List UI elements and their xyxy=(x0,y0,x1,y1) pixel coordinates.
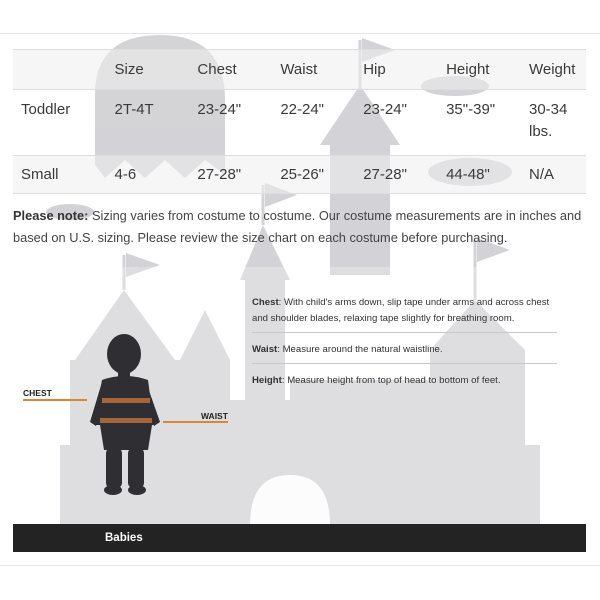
header-cell-height: Height xyxy=(446,50,529,90)
table-cell: 4-6 xyxy=(115,156,198,194)
table-cell: 30-34 lbs. xyxy=(529,90,586,156)
table-cell: 44-48" xyxy=(446,156,529,194)
header-cell-hip: Hip xyxy=(363,50,446,90)
table-cell: 25-26" xyxy=(280,156,363,194)
chest-label: CHEST xyxy=(23,388,52,398)
instruction-desc: : With child's arms down, slip tape under arms and across chest and shoulder blades, relaxing tape slightly for breathing room. xyxy=(252,297,550,324)
header-cell-waist: Waist xyxy=(280,50,363,90)
waist-instruction xyxy=(252,342,557,364)
header-cell-size: Size xyxy=(115,50,198,90)
waist-label: WAIST xyxy=(201,411,228,421)
table-cell: Small xyxy=(13,156,115,194)
table-cell: Toddler xyxy=(13,90,115,156)
category-label: Babies xyxy=(105,532,143,544)
sizing-note xyxy=(13,205,588,249)
instruction-term: Chest xyxy=(252,297,279,308)
table-cell: N/A xyxy=(529,156,586,194)
table-cell: 2T-4T xyxy=(115,90,198,156)
chest-instruction xyxy=(252,295,557,333)
table-header-row xyxy=(13,50,586,90)
instruction-term: Waist xyxy=(252,344,278,355)
table-cell: 35"-39" xyxy=(446,90,529,156)
child-silhouette-icon xyxy=(82,330,172,500)
instruction-desc: : Measure around the natural waistline. xyxy=(277,344,443,355)
category-bar xyxy=(13,524,586,552)
table-cell: 23-24" xyxy=(363,90,446,156)
table-cell: 22-24" xyxy=(280,90,363,156)
measurement-instructions xyxy=(252,295,557,403)
table-row xyxy=(13,156,586,194)
table-row xyxy=(13,90,586,156)
height-instruction xyxy=(252,373,557,394)
table-cell: 27-28" xyxy=(197,156,280,194)
note-label: Please note: xyxy=(13,208,89,223)
chest-indicator-line xyxy=(23,399,87,401)
header-cell xyxy=(13,50,115,90)
instruction-desc: : Measure height from top of head to bottom of feet. xyxy=(281,375,501,386)
bottom-divider xyxy=(0,565,600,566)
size-chart-table xyxy=(13,49,586,194)
waist-indicator-line xyxy=(163,421,228,423)
table-cell: 27-28" xyxy=(363,156,446,194)
instruction-term: Height xyxy=(252,375,282,386)
table-cell: 23-24" xyxy=(197,90,280,156)
header-cell-weight: Weight xyxy=(529,50,586,90)
note-text: Sizing varies from costume to costume. Our costume measurements are in inches and based on U.S. sizing. Please review the size chart on each costume before purchasing. xyxy=(13,208,582,245)
header-cell-chest: Chest xyxy=(197,50,280,90)
